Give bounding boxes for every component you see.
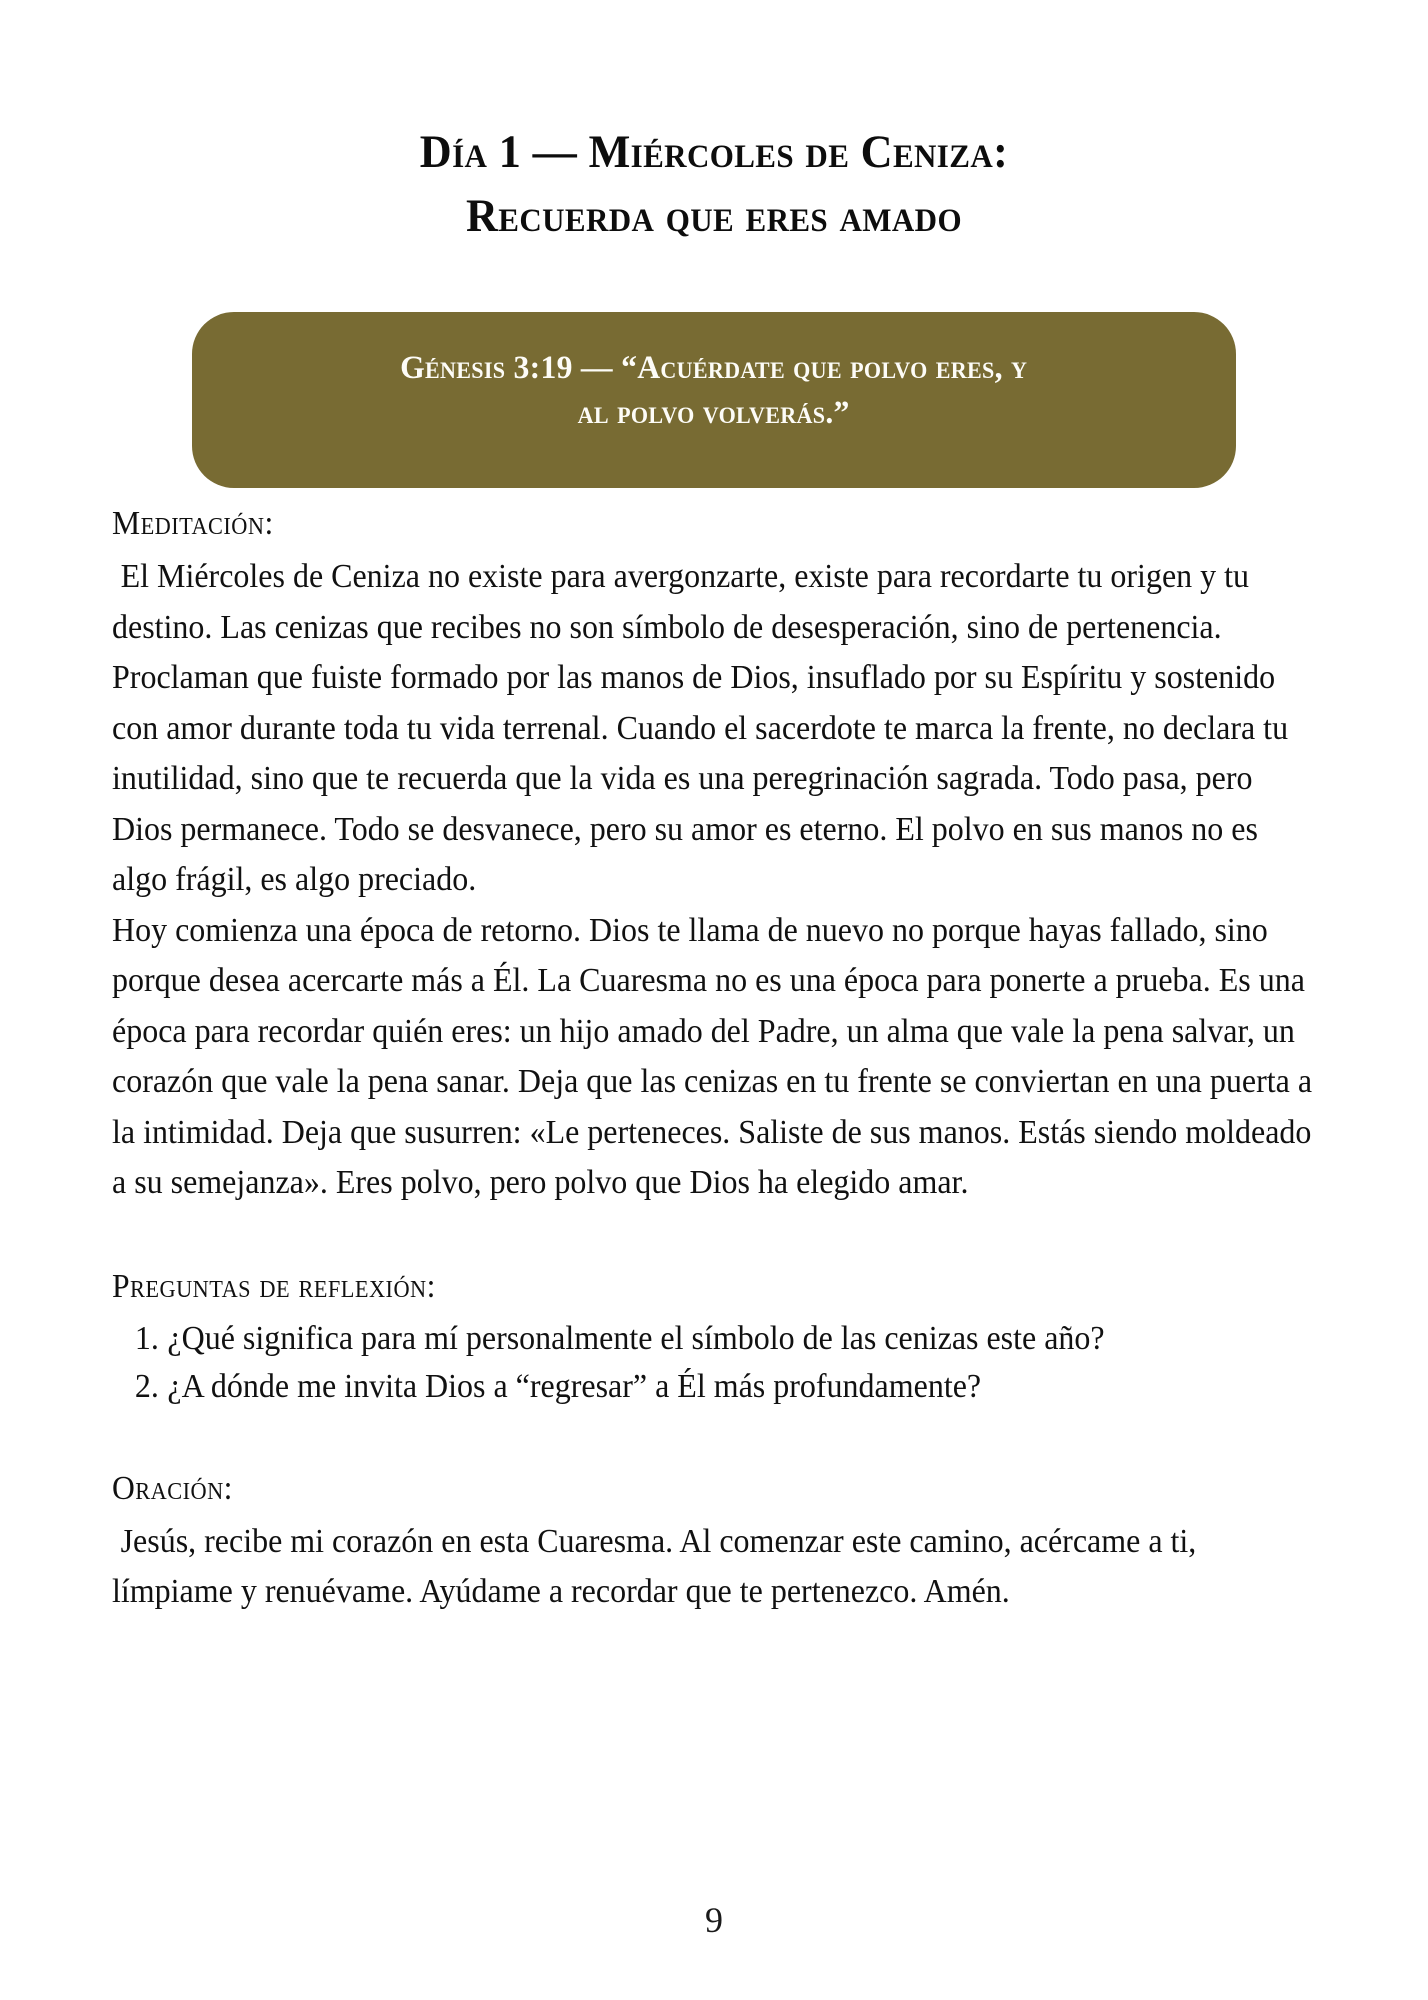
- meditation-heading: Meditación:: [112, 505, 274, 542]
- scripture-verse-line-2: al polvo volverás.”: [577, 395, 850, 431]
- page-number: 9: [705, 1900, 723, 1940]
- scripture-callout-box: [192, 312, 1236, 488]
- spacer-after-reflection: [112, 1411, 1318, 1465]
- page-title-line-1: Día 1 — Miércoles de Ceniza:: [419, 126, 1009, 178]
- meditation-paragraph-1: El Miércoles de Ceniza no existe para avergonzarte, existe para recordarte tu origen y tu destino. Las cenizas que recibes no son símbolo de desesperación, sino de pertenencia. Proclaman que fuiste formado por las manos de Dios, insuflado por su Espíritu y sostenido con amor durante toda tu vida terrenal. Cuando el sacerdote te marca la frente, no declara tu inutilidad, sino que te recuerda que la vida es una peregrinación sagrada. Todo pasa, pero Dios permanece. Todo se desvanece, pero su amor es eterno. El polvo en sus manos no es algo frágil, es algo preciado.: [112, 558, 1289, 898]
- prayer-heading: Oración:: [112, 1469, 233, 1507]
- list-item: [112, 1315, 1316, 1363]
- reflection-heading: Preguntas de reflexión:: [112, 1267, 436, 1305]
- question-text: ¿Qué significa para mí personalmente el símbolo de las cenizas este año?: [167, 1319, 1105, 1357]
- question-number: 2.: [134, 1367, 159, 1405]
- meditation-paragraph-2: Hoy comienza una época de retorno. Dios te llama de nuevo no porque hayas fallado, sino porque desea acercarte más a Él. La Cuaresma no es una época para ponerte a prueba. Es una época para recordar quién eres: un hijo amado del Padre, un alma que vale la pena salvar, un corazón que vale la pena sanar. Deja que las cenizas en tu frente se conviertan en una puerta a la intimidad. Deja que susurren: «Le perteneces. Saliste de sus manos. Estás siendo moldeado a su semejanza». Eres polvo, pero polvo que Dios ha elegido amar.: [112, 911, 1313, 1201]
- question-text: ¿A dónde me invita Dios a “regresar” a Él más profundamente?: [167, 1367, 982, 1405]
- spacer-after-meditation: [112, 1209, 1318, 1263]
- scripture-verse-text: [400, 346, 1027, 436]
- page-content: [112, 500, 1318, 1618]
- page-title: [140, 120, 1288, 248]
- question-number: 1.: [134, 1319, 159, 1357]
- prayer-paragraph: Jesús, recibe mi corazón en esta Cuaresma. Al comenzar este camino, acércame a ti, límpiame y renuévame. Ayúdame a recordar que te pertenezco. Amén.: [112, 1522, 1197, 1610]
- reflection-question-list: [112, 1315, 1318, 1411]
- list-item: [112, 1363, 1316, 1411]
- scripture-verse-line-1: Génesis 3:19 — “Acuérdate que polvo eres, y: [400, 350, 1028, 386]
- page-title-line-2: Recuerda que eres amado: [466, 190, 962, 242]
